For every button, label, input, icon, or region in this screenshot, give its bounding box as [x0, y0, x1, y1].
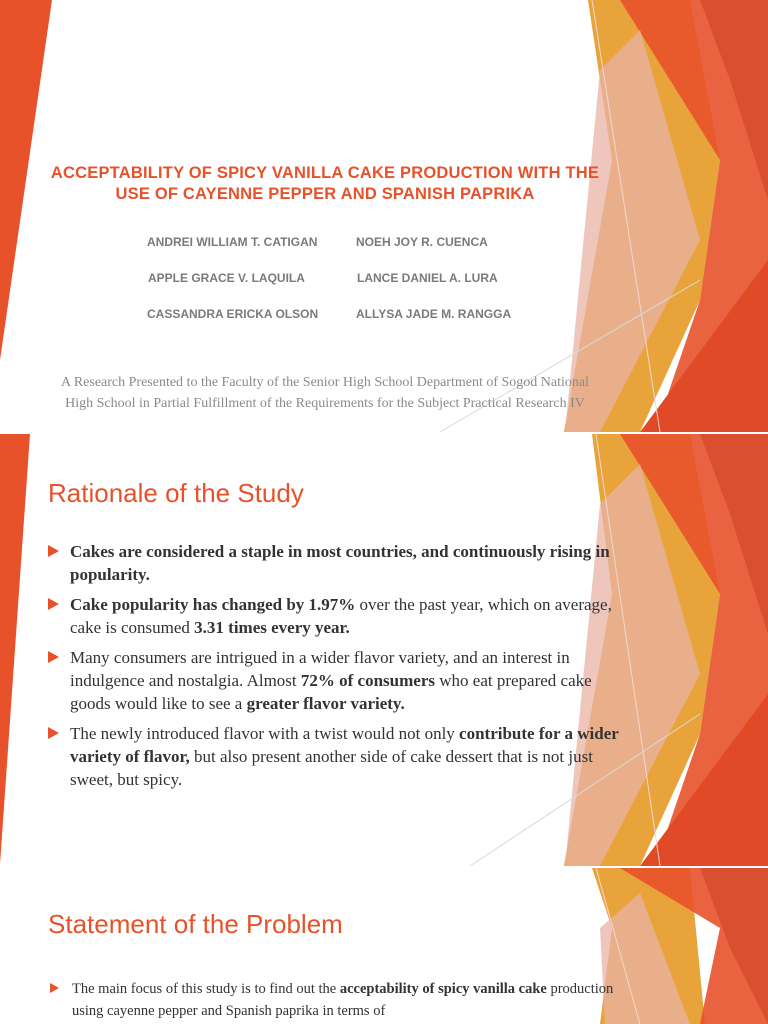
bullet-arrow-icon: [48, 727, 59, 739]
bullet-text-segment: The newly introduced flavor with a twist would not only: [70, 724, 460, 743]
bullet-item: [48, 978, 620, 1022]
bullet-item: [48, 722, 620, 791]
bullet-bold-text: Cakes are considered a staple in most countries, and continuously rising in popularity.: [70, 542, 610, 584]
author-name: ALLYSA JADE M. RANGGA: [356, 307, 512, 321]
bullet-text: [70, 648, 592, 713]
rationale-slide: [0, 434, 768, 866]
bullet-list: [48, 540, 620, 798]
author-name: LANCE DANIEL A. LURA: [357, 271, 498, 285]
bullet-text-segment: but also present another side of cake dessert that is not just sweet, but spicy.: [70, 747, 593, 789]
bullet-item: [48, 540, 620, 586]
author-name: CASSANDRA ERICKA OLSON: [147, 307, 319, 321]
title-slide: [0, 0, 768, 432]
bullet-arrow-icon: [48, 545, 59, 557]
bullet-bold-text: greater flavor variety.: [246, 694, 405, 713]
bullet-bold-text: 3.31 times every year.: [194, 618, 350, 637]
bullet-item: [48, 593, 620, 639]
slide-decoration: [0, 0, 768, 432]
bullet-arrow-icon: [48, 651, 59, 663]
author-name: ANDREI WILLIAM T. CATIGAN: [147, 235, 318, 249]
bullet-arrow-icon: [48, 598, 59, 610]
slide-heading: Statement of the Problem: [48, 909, 343, 939]
author-name: APPLE GRACE V. LAQUILA: [148, 271, 305, 285]
problem-slide: [0, 868, 768, 1024]
author-name: NOEH JOY R. CUENCA: [356, 235, 488, 249]
left-accent-shape: [0, 434, 30, 864]
slide-heading: Rationale of the Study: [48, 478, 304, 508]
bullet-item: [48, 646, 620, 715]
left-accent-shape: [0, 0, 52, 360]
bullet-text: The main focus of this study is to find out the: [72, 981, 340, 997]
presentation-title: ACCEPTABILITY OF SPICY VANILLA CAKE PRODUCTION WITH THE USE OF CAYENNE PEPPER AND SPANISH PAPRIKA: [50, 164, 600, 203]
bullet-bold-text: contribute for a wider variety of flavor,: [70, 724, 619, 766]
bullet-text: [70, 724, 618, 789]
bullet-arrow-icon: [50, 983, 59, 993]
bullet-text: [70, 542, 610, 584]
bullet-text-segment: Many consumers are intrigued in a wider flavor variety, and an interest in indulgence and nostalgia. Almost: [70, 648, 570, 690]
bullet-bold-text: 72% of consumers: [300, 671, 435, 690]
bullet-bold-text: acceptability of spicy vanilla cake: [339, 981, 547, 997]
bullet-bold-text: Cake popularity has changed by 1.97%: [70, 595, 356, 614]
presentation-subtitle: A Research Presented to the Faculty of the Senior High School Department of Sogod National High School in Partial Fulfillment of the Requirements for the Subject Practical Research IV: [60, 375, 589, 411]
bullet-text-segment: who eat prepared cake goods would like to see a: [70, 671, 592, 713]
bullet-text: production using cayenne pepper and Spanish paprika in terms of: [72, 981, 614, 1019]
bullet-text-segment: over the past year, which on average, cake is consumed: [70, 595, 612, 637]
bullet-text: [70, 595, 612, 637]
